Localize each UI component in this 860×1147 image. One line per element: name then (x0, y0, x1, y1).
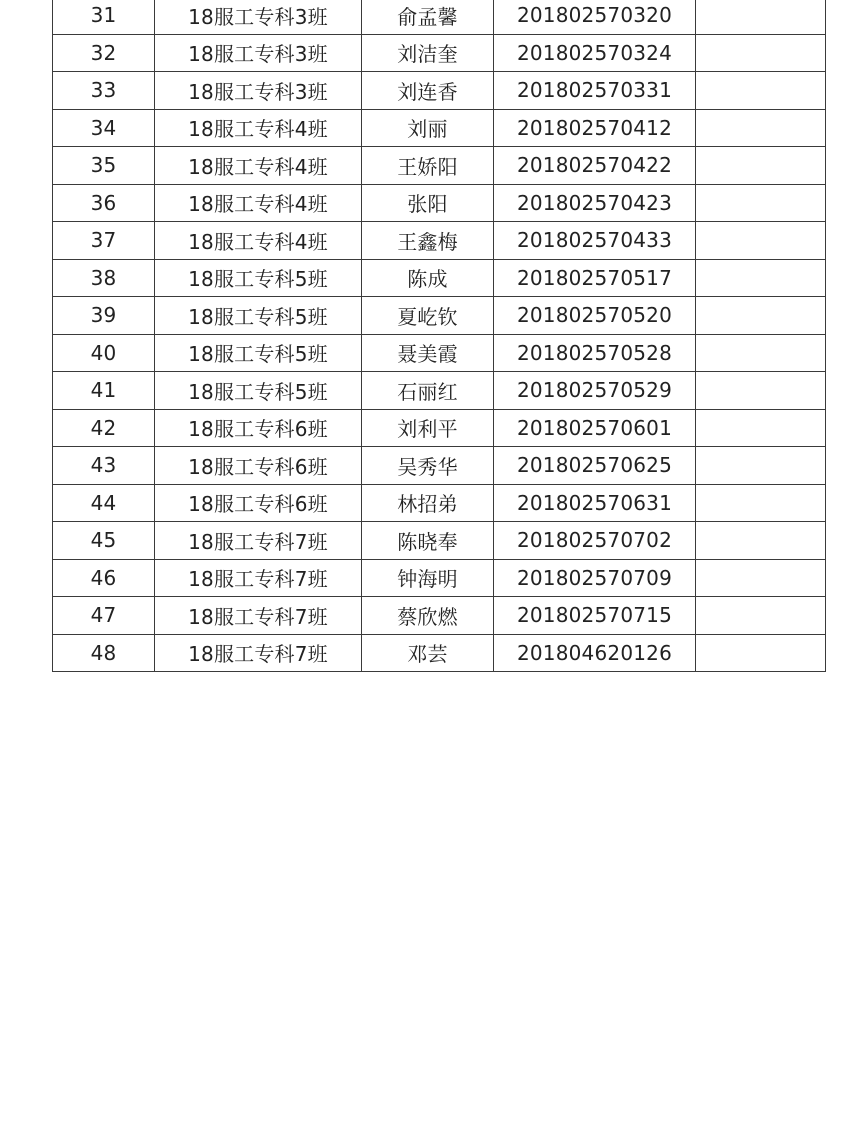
table-row (53, 34, 826, 72)
class-name-cell: 18服工专科6班 (155, 447, 362, 485)
table-row (53, 409, 826, 447)
student-name-cell: 陈成 (362, 259, 494, 297)
row-number-cell: 48 (53, 634, 155, 672)
student-roster-table (52, 0, 826, 672)
student-name-cell: 刘利平 (362, 409, 494, 447)
note-cell (696, 72, 826, 110)
note-cell (696, 409, 826, 447)
table-row (53, 597, 826, 635)
note-cell (696, 147, 826, 185)
student-name-cell: 王娇阳 (362, 147, 494, 185)
table-row (53, 559, 826, 597)
note-cell (696, 597, 826, 635)
table-row (53, 522, 826, 560)
class-name-cell: 18服工专科5班 (155, 259, 362, 297)
student-id-cell: 201802570517 (494, 259, 696, 297)
student-id-cell: 201802570601 (494, 409, 696, 447)
table-row (53, 184, 826, 222)
student-id-cell: 201802570631 (494, 484, 696, 522)
class-name-cell: 18服工专科4班 (155, 109, 362, 147)
student-name-cell: 刘丽 (362, 109, 494, 147)
note-cell (696, 484, 826, 522)
note-cell (696, 109, 826, 147)
row-number-cell: 39 (53, 297, 155, 335)
student-id-cell: 201802570715 (494, 597, 696, 635)
note-cell (696, 559, 826, 597)
note-cell (696, 634, 826, 672)
student-id-cell: 201802570625 (494, 447, 696, 485)
class-name-cell: 18服工专科5班 (155, 334, 362, 372)
row-number-cell: 46 (53, 559, 155, 597)
row-number-cell: 37 (53, 222, 155, 260)
note-cell (696, 222, 826, 260)
row-number-cell: 44 (53, 484, 155, 522)
class-name-cell: 18服工专科4班 (155, 222, 362, 260)
student-name-cell: 夏屹钦 (362, 297, 494, 335)
note-cell (696, 0, 826, 34)
student-id-cell: 201802570709 (494, 559, 696, 597)
class-name-cell: 18服工专科7班 (155, 559, 362, 597)
row-number-cell: 38 (53, 259, 155, 297)
class-name-cell: 18服工专科6班 (155, 409, 362, 447)
table-row (53, 334, 826, 372)
table-row (53, 372, 826, 410)
roster-body (53, 0, 826, 672)
table-row (53, 222, 826, 260)
row-number-cell: 34 (53, 109, 155, 147)
student-name-cell: 俞孟馨 (362, 0, 494, 34)
table-row (53, 484, 826, 522)
class-name-cell: 18服工专科5班 (155, 372, 362, 410)
student-id-cell: 201802570412 (494, 109, 696, 147)
class-name-cell: 18服工专科6班 (155, 484, 362, 522)
student-name-cell: 石丽红 (362, 372, 494, 410)
row-number-cell: 43 (53, 447, 155, 485)
note-cell (696, 447, 826, 485)
student-id-cell: 201802570528 (494, 334, 696, 372)
row-number-cell: 42 (53, 409, 155, 447)
student-name-cell: 邓芸 (362, 634, 494, 672)
student-name-cell: 刘洁奎 (362, 34, 494, 72)
class-name-cell: 18服工专科4班 (155, 184, 362, 222)
class-name-cell: 18服工专科7班 (155, 522, 362, 560)
class-name-cell: 18服工专科3班 (155, 34, 362, 72)
row-number-cell: 47 (53, 597, 155, 635)
row-number-cell: 33 (53, 72, 155, 110)
table-row (53, 297, 826, 335)
table-row (53, 0, 826, 34)
table-row (53, 447, 826, 485)
note-cell (696, 184, 826, 222)
student-name-cell: 林招弟 (362, 484, 494, 522)
student-id-cell: 201802570520 (494, 297, 696, 335)
student-name-cell: 聂美霞 (362, 334, 494, 372)
table-row (53, 634, 826, 672)
class-name-cell: 18服工专科3班 (155, 0, 362, 34)
row-number-cell: 31 (53, 0, 155, 34)
student-name-cell: 张阳 (362, 184, 494, 222)
row-number-cell: 45 (53, 522, 155, 560)
note-cell (696, 259, 826, 297)
note-cell (696, 334, 826, 372)
student-id-cell: 201804620126 (494, 634, 696, 672)
table-row (53, 259, 826, 297)
student-id-cell: 201802570702 (494, 522, 696, 560)
row-number-cell: 36 (53, 184, 155, 222)
table-row (53, 109, 826, 147)
row-number-cell: 40 (53, 334, 155, 372)
note-cell (696, 34, 826, 72)
student-name-cell: 蔡欣燃 (362, 597, 494, 635)
row-number-cell: 32 (53, 34, 155, 72)
student-id-cell: 201802570433 (494, 222, 696, 260)
table-row (53, 72, 826, 110)
student-name-cell: 钟海明 (362, 559, 494, 597)
note-cell (696, 522, 826, 560)
student-id-cell: 201802570324 (494, 34, 696, 72)
student-id-cell: 201802570422 (494, 147, 696, 185)
note-cell (696, 297, 826, 335)
class-name-cell: 18服工专科7班 (155, 597, 362, 635)
student-name-cell: 陈晓奉 (362, 522, 494, 560)
student-id-cell: 201802570331 (494, 72, 696, 110)
class-name-cell: 18服工专科4班 (155, 147, 362, 185)
row-number-cell: 35 (53, 147, 155, 185)
class-name-cell: 18服工专科7班 (155, 634, 362, 672)
student-id-cell: 201802570320 (494, 0, 696, 34)
row-number-cell: 41 (53, 372, 155, 410)
note-cell (696, 372, 826, 410)
student-id-cell: 201802570423 (494, 184, 696, 222)
student-name-cell: 吴秀华 (362, 447, 494, 485)
student-id-cell: 201802570529 (494, 372, 696, 410)
table-row (53, 147, 826, 185)
class-name-cell: 18服工专科3班 (155, 72, 362, 110)
roster-table-container (52, 0, 825, 672)
student-name-cell: 王鑫梅 (362, 222, 494, 260)
class-name-cell: 18服工专科5班 (155, 297, 362, 335)
student-name-cell: 刘连香 (362, 72, 494, 110)
